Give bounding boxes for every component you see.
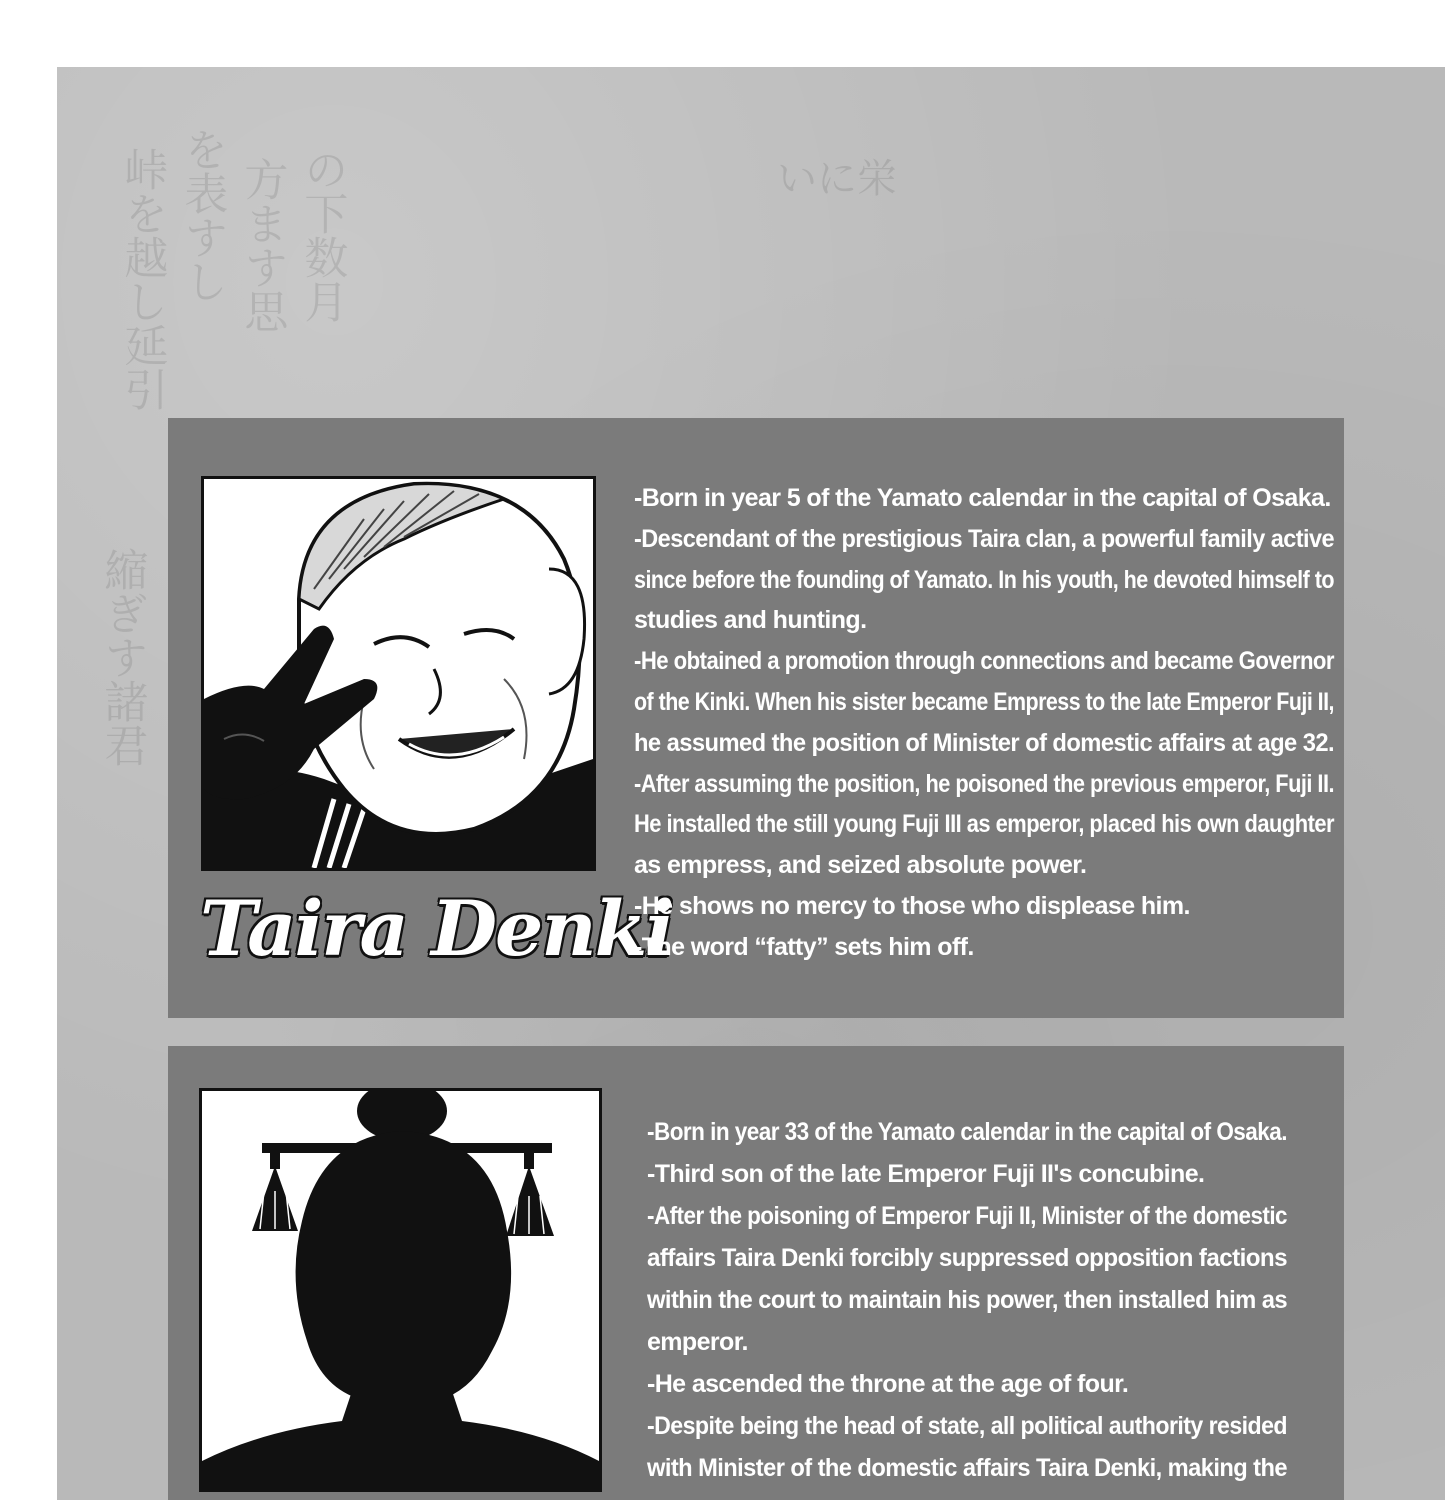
bio-line: affairs Taira Denki forcibly suppressed opposition factions [647, 1244, 1287, 1272]
bio-line: -After the poisoning of Emperor Fuji II, Minister of the domestic [647, 1202, 1287, 1230]
faded-calligraphy: 縮ぎす諸君 [96, 547, 148, 767]
bio-line: -Descendant of the prestigious Taira clan, a powerful family active [634, 524, 1334, 553]
bio-line: he assumed the position of Minister of domestic affairs at age 32. [634, 728, 1334, 757]
faded-calligraphy: を表すし [176, 127, 228, 303]
bio-line: within the court to maintain his power, then installed him as [647, 1286, 1287, 1314]
bio-line: -He ascended the throne at the age of four. [647, 1370, 1129, 1398]
bio-line: of the Kinki. When his sister became Empress to the late Emperor Fuji II, [634, 687, 1334, 716]
bio-line: with Minister of the domestic affairs Taira Denki, making the [647, 1454, 1287, 1482]
bio-line: studies and hunting. [634, 606, 867, 635]
emperor-silhouette-portrait [199, 1088, 602, 1492]
bio-text-taira-denki [634, 478, 1334, 968]
character-name: Taira Denki [200, 884, 673, 973]
bio-line: -Despite being the head of state, all political authority resided [647, 1412, 1287, 1440]
bio-line: emperor. [647, 1328, 748, 1356]
bio-line: -He obtained a promotion through connections and became Governor [634, 647, 1334, 676]
faded-calligraphy: 峠を越し延引 [116, 147, 168, 411]
bio-line: -He shows no mercy to those who displease him. [634, 891, 1190, 920]
bio-line: -Born in year 5 of the Yamato calendar in the capital of Osaka. [634, 484, 1331, 512]
bio-line: -The word “fatty” sets him off. [634, 932, 974, 961]
bio-line: He installed the still young Fuji III as emperor, placed his own daughter [634, 810, 1334, 839]
bio-text-emperor [647, 1111, 1287, 1489]
taira-denki-portrait [201, 476, 596, 871]
bio-line: -After assuming the position, he poisoned the previous emperor, Fuji II. [634, 769, 1334, 798]
bio-line: -Third son of the late Emperor Fuji II's concubine. [647, 1160, 1205, 1188]
faded-calligraphy: の下数月 [296, 147, 348, 323]
taira-denki-illustration [204, 479, 593, 868]
bio-line: as empress, and seized absolute power. [634, 851, 1087, 880]
faded-calligraphy: いに栄 [777, 156, 897, 202]
bio-line: -Born in year 33 of the Yamato calendar in the capital of Osaka. [647, 1118, 1287, 1146]
bio-line: since before the founding of Yamato. In his youth, he devoted himself to [634, 565, 1334, 594]
faded-calligraphy: 方ます思 [236, 157, 288, 333]
emperor-silhouette-illustration [202, 1091, 599, 1489]
